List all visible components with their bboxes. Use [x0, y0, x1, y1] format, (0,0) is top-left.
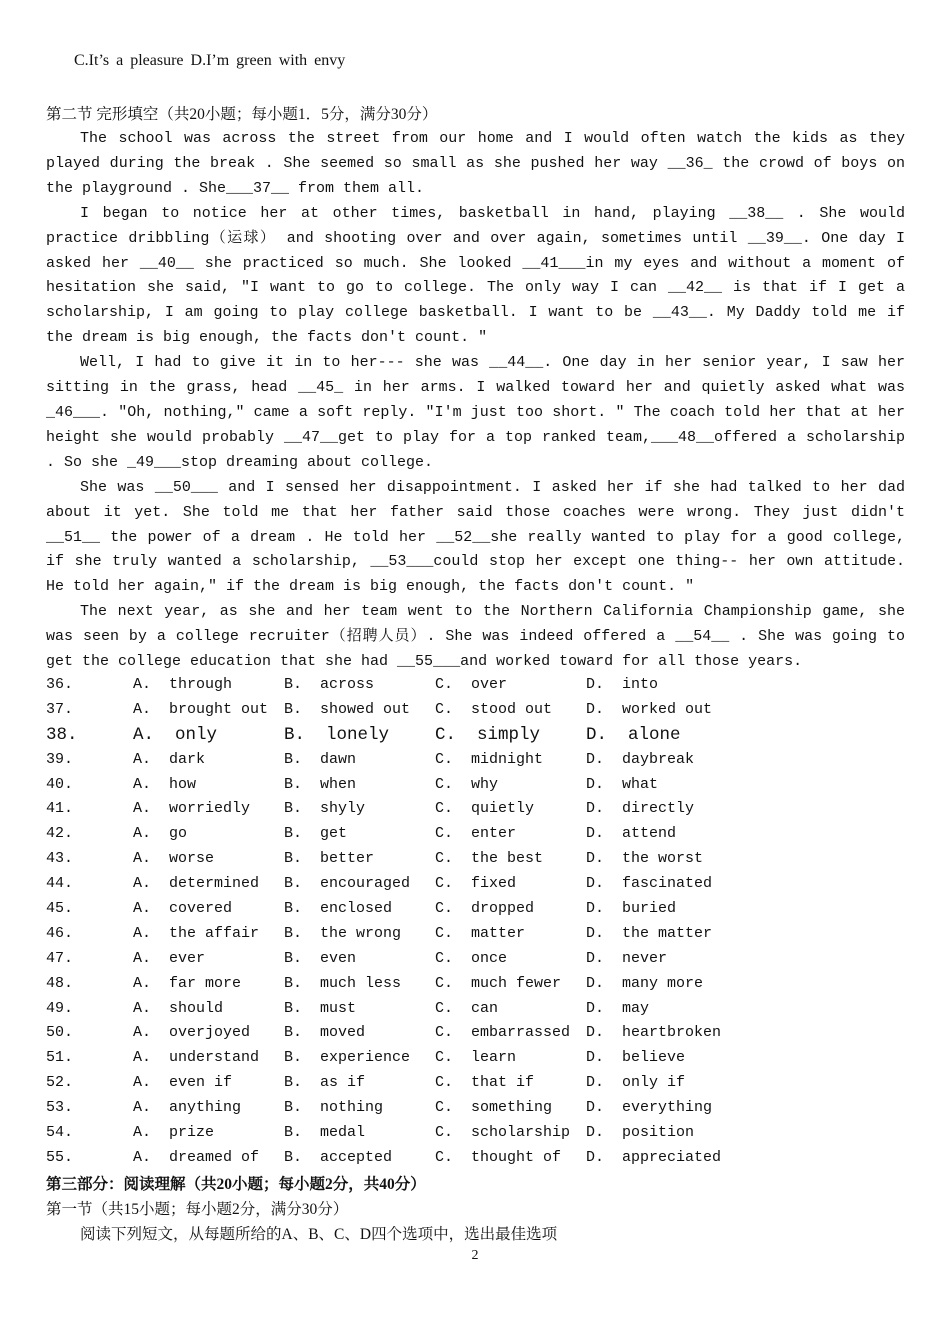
- option-c: C. something: [435, 1099, 553, 1117]
- option-b: B. across: [284, 676, 375, 693]
- passage-paragraph-4: She was __50___ and I sensed her disappointment. I asked her if she had talked to her dad about it yet. She told me that her father said those coaches were wrong. They just didn't __51__ the power of a dream . He told her __52__she really wanted to play for a good college, if she truly wanted a scholarship, __53___could stop her except one thing-- her own attitude. He told her again," if the dream is big enough, the facts don't count. ": [46, 478, 905, 596]
- previous-question-options: C.It’s a pleasure D.I’m green with envy: [74, 52, 346, 69]
- option-d: D. never: [586, 949, 668, 967]
- option-c: C. much fewer: [435, 974, 562, 992]
- option-b: B. enclosed: [284, 900, 393, 918]
- option-d: D. may: [586, 999, 650, 1017]
- question-number: 53.: [46, 1099, 74, 1117]
- option-b: B. get: [284, 825, 348, 843]
- option-a: A. anything: [133, 1099, 242, 1117]
- option-c: C. matter: [435, 924, 526, 942]
- option-d: D. what: [586, 775, 659, 793]
- section2-heading: 第二节 完形填空（共20小题；每小题1．5分，满分30分）: [46, 106, 438, 123]
- option-d: D. position: [586, 1124, 695, 1142]
- option-c: C. can: [435, 999, 499, 1017]
- section1-heading: 第一节（共15小题；每小题2分，满分30分）: [46, 1201, 349, 1218]
- option-c: C. the best: [435, 850, 544, 868]
- option-c: C. simply: [435, 724, 541, 745]
- option-row-47: [46, 947, 746, 972]
- option-b: B. dawn: [284, 750, 357, 768]
- option-d: D. fascinated: [586, 875, 713, 893]
- question-number: 44.: [46, 875, 74, 893]
- passage-paragraph-2: I began to notice her at other times, basketball in hand, playing __38__ . She would practice dribbling（运球） and shooting over and over again, sometimes until __39__. One day I asked her __40__ she practiced so much. She looked __41___in my eyes and without a moment of hesitation she said, "I want to go to college. The only way I can __42__ is that if I get a scholarship, I am going to play college basketball. I want to be __43__. My Daddy told me if the dream is big enough, the facts don't count. ": [46, 204, 905, 347]
- option-row-53: [46, 1096, 746, 1121]
- option-d: D. appreciated: [586, 1148, 722, 1166]
- option-d: D. believe: [586, 1049, 686, 1067]
- option-row-46: [46, 922, 746, 947]
- option-row-50: [46, 1021, 746, 1046]
- option-a: A. dark: [133, 750, 206, 768]
- option-row-41: [46, 797, 746, 822]
- option-a: A. prize: [133, 1124, 215, 1142]
- question-number: 41.: [46, 800, 74, 818]
- option-row-39: [46, 748, 746, 773]
- passage-paragraph-3: Well, I had to give it in to her--- she was __44__. One day in her senior year, I saw her sitting in the grass, head __45_ in her arms. I walked toward her and quietly asked what was _46___. "Oh, nothing," came a soft reply. "I'm just too short. " The coach told her that at her height she would probably __47__get to play for a top ranked team,___48__offered a scholarship . So she _49___stop dreaming about college.: [46, 354, 905, 471]
- option-c: C. over: [435, 676, 508, 693]
- cloze-passage: [46, 127, 905, 675]
- question-number: 38.: [46, 724, 78, 745]
- option-row-42: [46, 822, 746, 847]
- option-a: A. through: [133, 676, 233, 693]
- reading-instruction: 阅读下列短文，从每题所给的A、B、C、D四个选项中，选出最佳选项: [80, 1226, 558, 1243]
- question-number: 39.: [46, 750, 74, 768]
- option-a: A. ever: [133, 949, 206, 967]
- question-number: 52.: [46, 1074, 74, 1092]
- option-b: B. experience: [284, 1049, 411, 1067]
- question-number: 47.: [46, 949, 74, 967]
- question-number: 54.: [46, 1124, 74, 1142]
- option-b: B. the wrong: [284, 924, 402, 942]
- part3-heading: 第三部分：阅读理解（共20小题；每小题2分，共40分）: [46, 1176, 426, 1193]
- cloze-options: [46, 673, 746, 1171]
- option-d: D. alone: [586, 724, 681, 745]
- option-a: A. even if: [133, 1074, 233, 1092]
- option-d: D. many more: [586, 974, 704, 992]
- option-d: D. worked out: [586, 700, 713, 718]
- question-number: 55.: [46, 1148, 74, 1166]
- option-a: A. overjoyed: [133, 1024, 251, 1042]
- option-b: B. moved: [284, 1024, 366, 1042]
- option-d: D. the worst: [586, 850, 704, 868]
- option-row-52: [46, 1071, 746, 1096]
- option-a: A. determined: [133, 875, 260, 893]
- question-number: 49.: [46, 999, 74, 1017]
- question-number: 40.: [46, 775, 74, 793]
- option-a: A. the affair: [133, 924, 260, 942]
- option-b: B. medal: [284, 1124, 366, 1142]
- option-b: B. when: [284, 775, 357, 793]
- passage-paragraph-1: The school was across the street from our home and I would often watch the kids as they played during the break . She seemed so small as she pushed her way __36_ the crowd of boys on the playground . She___37__ from them all.: [46, 130, 905, 197]
- option-d: D. attend: [586, 825, 677, 843]
- option-row-45: [46, 897, 746, 922]
- option-b: B. encouraged: [284, 875, 411, 893]
- option-a: A. should: [133, 999, 224, 1017]
- option-a: A. worriedly: [133, 800, 251, 818]
- option-c: C. embarrassed: [435, 1024, 571, 1042]
- option-a: A. how: [133, 775, 197, 793]
- question-number: 46.: [46, 924, 74, 942]
- option-d: D. into: [586, 676, 659, 693]
- option-c: C. why: [435, 775, 499, 793]
- passage-paragraph-5: The next year, as she and her team went to the Northern California Championship game, she was seen by a college recruiter（招聘人员）. She was indeed offered a __54__ . She was going to get the college education that she had __55___and worked toward for all those years.: [46, 603, 905, 671]
- option-c: C. once: [435, 949, 508, 967]
- question-number: 51.: [46, 1049, 74, 1067]
- option-d: D. only if: [586, 1074, 686, 1092]
- option-row-55: [46, 1146, 746, 1171]
- option-row-37: [46, 698, 746, 723]
- question-number: 42.: [46, 825, 74, 843]
- option-row-36: [46, 673, 746, 698]
- option-d: D. buried: [586, 900, 677, 918]
- option-a: A. only: [133, 724, 218, 745]
- option-c: C. thought of: [435, 1148, 562, 1166]
- option-a: A. far more: [133, 974, 242, 992]
- option-c: C. fixed: [435, 875, 517, 893]
- option-c: C. stood out: [435, 700, 553, 718]
- question-number: 45.: [46, 900, 74, 918]
- question-number: 43.: [46, 850, 74, 868]
- option-a: A. worse: [133, 850, 215, 868]
- option-b: B. must: [284, 999, 357, 1017]
- option-c: C. enter: [435, 825, 517, 843]
- option-a: A. dreamed of: [133, 1148, 260, 1166]
- option-row-49: [46, 997, 746, 1022]
- option-b: B. even: [284, 949, 357, 967]
- option-c: C. dropped: [435, 900, 535, 918]
- page-number: 2: [471, 1248, 479, 1263]
- option-d: D. everything: [586, 1099, 713, 1117]
- option-d: D. heartbroken: [586, 1024, 722, 1042]
- option-row-43: [46, 847, 746, 872]
- option-b: B. showed out: [284, 700, 411, 718]
- question-number: 50.: [46, 1024, 74, 1042]
- option-b: B. much less: [284, 974, 402, 992]
- option-c: C. learn: [435, 1049, 517, 1067]
- option-d: D. daybreak: [586, 750, 695, 768]
- option-a: A. understand: [133, 1049, 260, 1067]
- option-c: C. that if: [435, 1074, 535, 1092]
- option-b: B. better: [284, 850, 375, 868]
- option-b: B. accepted: [284, 1148, 393, 1166]
- option-row-51: [46, 1046, 746, 1071]
- question-number: 36.: [46, 676, 74, 693]
- option-c: C. scholarship: [435, 1124, 571, 1142]
- option-row-54: [46, 1121, 746, 1146]
- question-number: 48.: [46, 974, 74, 992]
- option-a: A. go: [133, 825, 188, 843]
- option-b: B. lonely: [284, 724, 390, 745]
- option-c: C. quietly: [435, 800, 535, 818]
- option-a: A. covered: [133, 900, 233, 918]
- option-row-40: [46, 773, 746, 798]
- option-row-44: [46, 872, 746, 897]
- option-a: A. brought out: [133, 700, 269, 718]
- option-b: B. nothing: [284, 1099, 384, 1117]
- option-d: D. the matter: [586, 924, 713, 942]
- question-number: 37.: [46, 700, 74, 718]
- option-c: C. midnight: [435, 750, 544, 768]
- option-row-48: [46, 972, 746, 997]
- option-b: B. shyly: [284, 800, 366, 818]
- option-row-38: [46, 723, 746, 748]
- option-b: B. as if: [284, 1074, 366, 1092]
- option-d: D. directly: [586, 800, 695, 818]
